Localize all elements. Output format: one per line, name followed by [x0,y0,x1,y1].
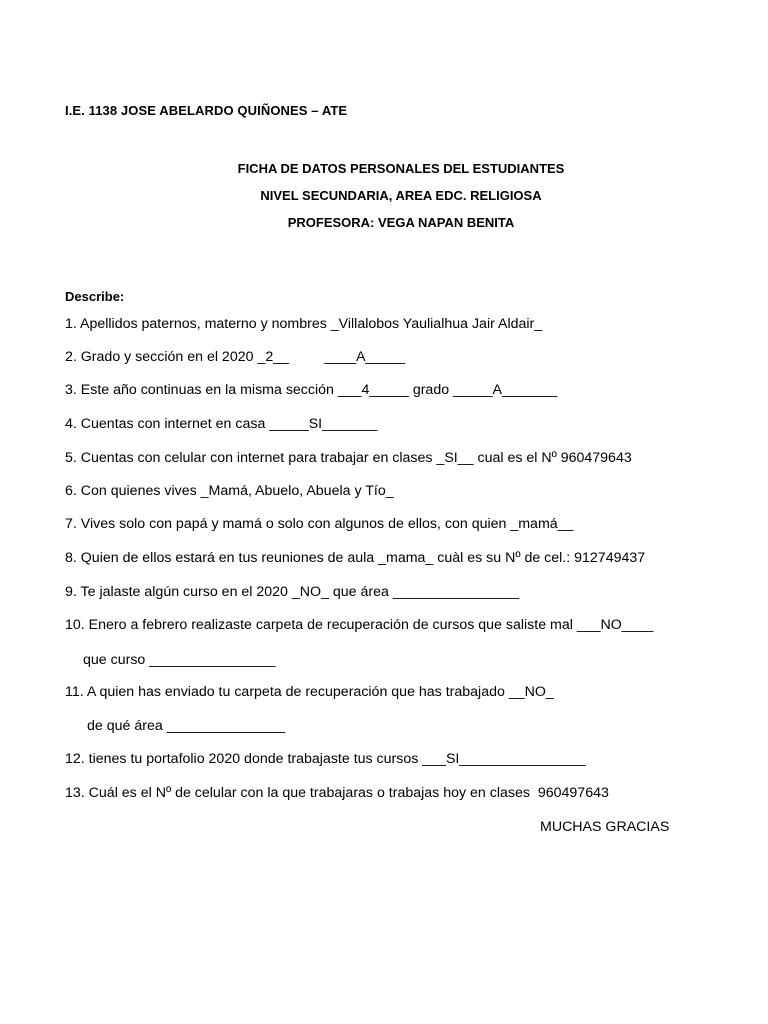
describe-label: Describe: [65,289,125,304]
form-header [0,155,768,236]
question-10-continuation: que curso ________________ [83,652,276,668]
question-13: 13. Cuál es el Nº de celular con la que trabajaras o trabajas hoy en clases 960497643 [65,785,609,801]
form-title: FICHA DE DATOS PERSONALES DEL ESTUDIANTES [237,161,565,176]
question-6: 6. Con quienes vives _Mamá, Abuelo, Abuela y Tío_ [65,483,394,499]
question-1: 1. Apellidos paternos, materno y nombres _Villalobos Yaulialhua Jair Aldair_ [65,316,543,332]
question-7: 7. Vives solo con papá y mamá o solo con algunos de ellos, con quien _mamá__ [65,516,574,532]
question-12: 12. tienes tu portafolio 2020 donde trabajaste tus cursos ___SI________________ [65,751,586,767]
question-4: 4. Cuentas con internet en casa _____SI_______ [65,416,378,432]
question-5: 5. Cuentas con celular con internet para trabajar en clases _SI__ cual es el Nº 960479643 [65,450,632,466]
question-10: 10. Enero a febrero realizaste carpeta de recuperación de cursos que saliste mal ___NO____ [65,617,654,633]
question-11-continuation: de qué área _______________ [87,718,286,734]
question-2: 2. Grado y sección en el 2020 _2__ ____A_____ [65,349,405,365]
question-8: 8. Quien de ellos estará en tus reuniones de aula _mama_ cuàl es su Nº de cel.: 912749437 [65,550,646,566]
closing-thanks: MUCHAS GRACIAS [540,819,670,835]
form-teacher: PROFESORA: VEGA NAPAN BENITA [287,215,515,230]
form-level: NIVEL SECUNDARIA, AREA EDC. RELIGIOSA [260,188,542,203]
question-11: 11. A quien has enviado tu carpeta de recuperación que has trabajado __NO_ [65,684,554,700]
question-9: 9. Te jalaste algún curso en el 2020 _NO_ que área ________________ [65,584,520,600]
school-name: I.E. 1138 JOSE ABELARDO QUIÑONES – ATE [65,103,348,118]
question-3: 3. Este año continuas en la misma sección ___4_____ grado _____A_______ [65,382,558,398]
